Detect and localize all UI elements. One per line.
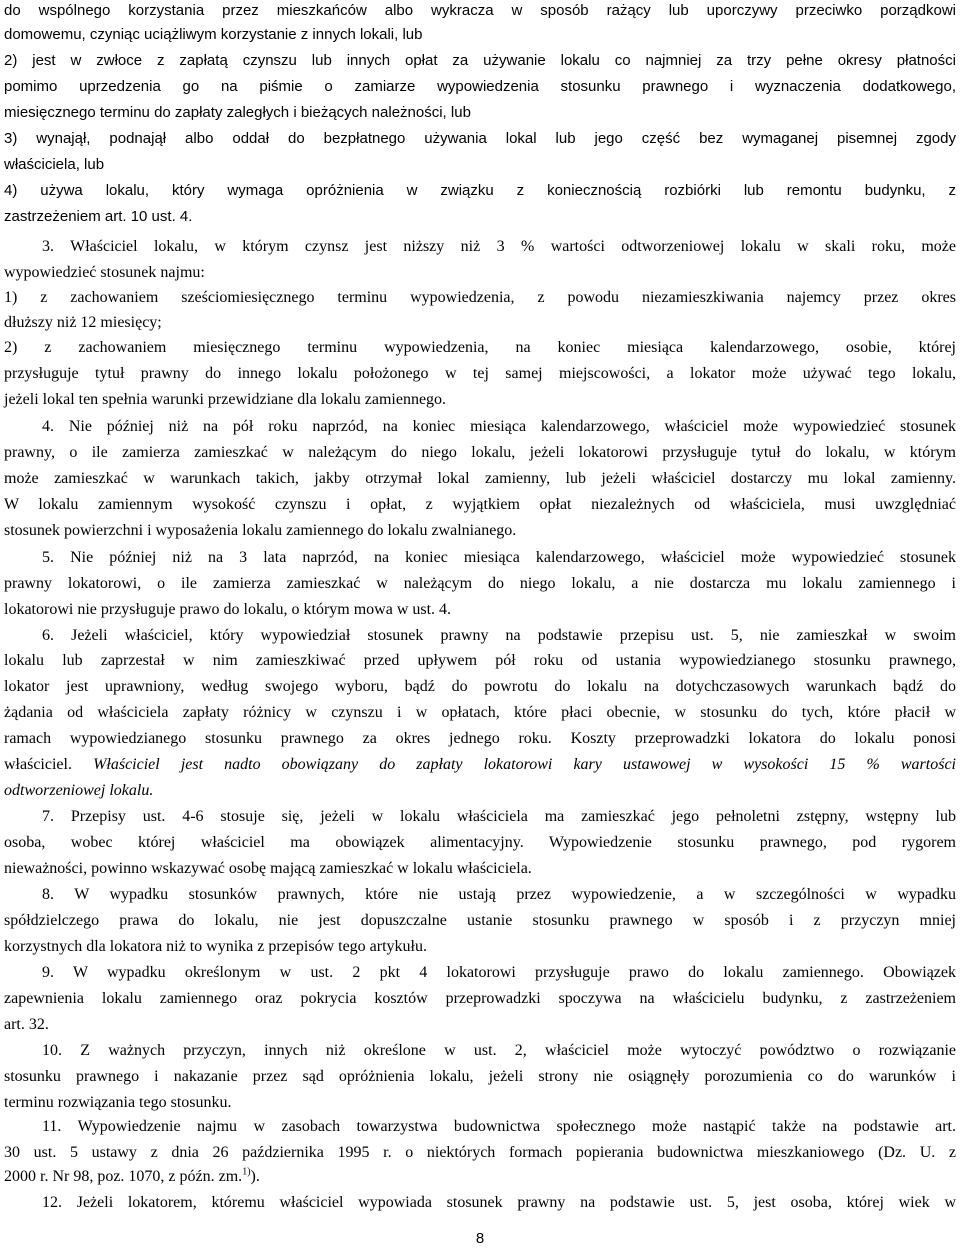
text-line bbox=[4, 1166, 260, 1188]
line-text: 3. Właściciel lokalu, w którym czynsz jest niższy niż 3 % wartości odtworzeniowej lokalu w skali roku, może bbox=[42, 238, 956, 255]
line-text: właściciel. bbox=[4, 756, 94, 773]
line-text: terminu rozwiązania tego stosunku. bbox=[4, 1094, 232, 1111]
line-text: 10. Z ważnych przyczyn, innych niż określone w ust. 2, właściciel może wytoczyć powództwo o rozwiązanie bbox=[42, 1042, 956, 1059]
text-line bbox=[42, 1116, 956, 1138]
line-text: stosunku prawnego i nakazanie przez sąd opróżnienia lokalu, jeżeli strony nie osiągnęły porozumienia co do warunków i bbox=[4, 1068, 956, 1085]
text-line bbox=[4, 754, 956, 776]
line-text: 2000 r. Nr 98, poz. 1070, z późn. zm. bbox=[4, 1168, 243, 1185]
text-line bbox=[4, 1066, 956, 1088]
line-text: 30 ust. 5 ustawy z dnia 26 października 1995 r. o niektórych formach popierania budownictwa mieszkaniowego (Dz. U. z bbox=[4, 1144, 956, 1161]
text-line bbox=[42, 962, 956, 984]
text-line bbox=[4, 50, 956, 72]
line-text: nieważności, powinno wskazywać osobę mającą zamieszkać w lokalu właściciela. bbox=[4, 860, 532, 877]
text-line bbox=[42, 884, 956, 906]
text-line bbox=[4, 389, 446, 411]
text-line bbox=[4, 910, 956, 932]
text-line bbox=[4, 858, 532, 880]
line-text: prawny, o ile zamierza zamieszkać w należącym do niego lokalu, jeżeli lokatorowi przysługuje tytuł do lokalu, w którym bbox=[4, 444, 956, 461]
text-line bbox=[4, 780, 153, 802]
line-text: ramach wypowiedzianego stosunku prawnego za okres jednego roku. Koszty przeprowadzki lokatora do lokalu ponosi bbox=[4, 730, 956, 747]
text-line bbox=[4, 1142, 956, 1164]
line-text: 6. Jeżeli właściciel, który wypowiedział stosunek prawny na podstawie przepisu ust. 5, nie zamieszkał w swoim bbox=[42, 627, 956, 644]
line-text: 8. W wypadku stosunków prawnych, które nie ustają przez wypowiedzenie, a w szczególności w wypadku bbox=[42, 886, 956, 903]
line-text: żądania od właściciela zapłaty różnicy w czynszu i w opłatach, które płaci obecnie, w stosunku do tych, które płacił w bbox=[4, 704, 956, 721]
line-text: dłuższy niż 12 miesięcy; bbox=[4, 314, 162, 331]
line-text: zapewnienia lokalu zamiennego oraz pokrycia kosztów przeprowadzki spoczywa na właścicielu budynku, z zastrzeżeniem bbox=[4, 990, 956, 1007]
text-line bbox=[4, 24, 423, 46]
line-text: 7. Przepisy ust. 4-6 stosuje się, jeżeli w lokalu właściciela ma zamieszkać jego pełnoletni zstępny, wstępny lub bbox=[42, 808, 956, 825]
text-line bbox=[4, 128, 956, 150]
line-text: może zamieszkać w warunkach takich, jakby otrzymał lokal zamienny, lub jeżeli właściciel dostarczy mu lokal zamienny. bbox=[4, 470, 956, 487]
text-line bbox=[4, 0, 956, 22]
text-line bbox=[42, 806, 956, 828]
line-text: jeżeli lokal ten spełnia warunki przewidziane dla lokalu zamiennego. bbox=[4, 391, 447, 408]
line-text: domowemu, czyniąc uciążliwym korzystanie z innych lokali, lub bbox=[4, 26, 423, 43]
text-line bbox=[4, 832, 956, 854]
line-text: pomimo uprzedzenia go na piśmie o zamiarze wypowiedzenia stosunku prawnego i wyznaczenia dodatkowego, bbox=[4, 78, 956, 95]
text-line bbox=[4, 728, 956, 750]
line-text: zastrzeżeniem art. 10 ust. 4. bbox=[4, 208, 193, 225]
line-italic-text: odtworzeniowej lokalu. bbox=[4, 782, 154, 799]
line-tail-text: ). bbox=[250, 1168, 260, 1185]
line-text: 9. W wypadku określonym w ust. 2 pkt 4 lokatorowi przysługuje prawo do lokalu zamiennego. Obowiązek bbox=[42, 964, 956, 981]
line-text: 1) z zachowaniem sześciomiesięcznego terminu wypowiedzenia, z powodu niezamieszkiwania najemcy przez okres bbox=[4, 289, 956, 306]
text-line bbox=[42, 1192, 956, 1214]
line-text: stosunek powierzchni i wyposażenia lokalu zamiennego do lokalu zwalnianego. bbox=[4, 522, 517, 539]
text-line bbox=[4, 206, 192, 228]
text-line bbox=[4, 363, 956, 385]
line-text: 2) z zachowaniem miesięcznego terminu wypowiedzenia, na koniec miesiąca kalendarzowego, osobie, której bbox=[4, 339, 956, 356]
line-text: miesięcznego terminu do zapłaty zaległych i bieżących należności, lub bbox=[4, 104, 471, 121]
line-text: do wspólnego korzystania przez mieszkańców albo wykracza w sposób rażący lub uporczywy przeciwko porządkowi bbox=[4, 2, 956, 19]
text-line bbox=[4, 573, 956, 595]
line-text: przysługuje tytuł prawny do innego lokalu położonego w tej samej miejscowości, a lokator może używać tego lokalu, bbox=[4, 365, 956, 382]
text-line bbox=[4, 337, 956, 359]
line-text: 2) jest w zwłoce z zapłatą czynszu lub innych opłat za używanie lokalu co najmniej za trzy pełne okresy płatności bbox=[4, 52, 956, 69]
text-line bbox=[4, 102, 471, 124]
line-text: prawny lokatorowi, o ile zamierza zamieszkać w należącym do niego lokalu, a nie dostarcza mu lokalu zamiennego i bbox=[4, 575, 956, 592]
text-line bbox=[4, 599, 451, 621]
line-text: W lokalu zamiennym wysokość czynszu i opłat, z wyjątkiem opłat niezależnych od właściciela, musi uwzględniać bbox=[4, 496, 956, 513]
text-line bbox=[4, 154, 104, 176]
line-text: korzystnych dla lokatora niż to wynika z przepisów tego artykułu. bbox=[4, 938, 427, 955]
line-text: osoba, wobec której właściciel ma obowiązek alimentacyjny. Wypowiedzenie stosunku prawnego, pod rygorem bbox=[4, 834, 956, 851]
footnote-ref: 1) bbox=[242, 1166, 251, 1178]
text-line bbox=[4, 262, 205, 284]
line-text: 3) wynajął, podnajął albo oddał do bezpłatnego używania lokal lub jego część bez wymaganej pisemnej zgody bbox=[4, 130, 956, 147]
text-line bbox=[4, 1092, 232, 1114]
line-text: 11. Wypowiedzenie najmu w zasobach towarzystwa budownictwa społecznego może nastąpić także na podstawie art. bbox=[42, 1118, 956, 1135]
line-text: lokator jest uprawniony, według swojego wyboru, bądź do powrotu do lokalu na dotychczasowych warunkach bądź do bbox=[4, 678, 956, 695]
line-text: 4) używa lokalu, który wymaga opróżnienia w związku z koniecznością rozbiórki lub remontu budynku, z bbox=[4, 182, 956, 199]
text-line bbox=[4, 494, 956, 516]
text-line bbox=[4, 468, 956, 490]
text-line bbox=[4, 76, 956, 98]
text-line bbox=[4, 676, 956, 698]
text-line bbox=[42, 625, 956, 647]
line-italic-text: Właściciel jest nadto obowiązany do zapłaty lokatorowi kary ustawowej w wysokości 15 % wartości bbox=[93, 756, 957, 773]
text-line bbox=[4, 988, 956, 1010]
text-line bbox=[4, 287, 956, 309]
text-line bbox=[4, 180, 956, 202]
line-text: wypowiedzieć stosunek najmu: bbox=[4, 264, 205, 281]
line-text: art. 32. bbox=[4, 1016, 49, 1033]
text-line bbox=[42, 416, 956, 438]
line-text: lokatorowi nie przysługuje prawo do lokalu, o którym mowa w ust. 4. bbox=[4, 601, 452, 618]
line-text: właściciela, lub bbox=[4, 156, 105, 173]
page-number: 8 bbox=[475, 1230, 485, 1247]
line-text: spółdzielczego prawa do lokalu, nie jest dopuszczalne ustanie stosunku prawnego w sposób i z przyczyn mniej bbox=[4, 912, 956, 929]
text-line bbox=[42, 236, 956, 258]
text-line bbox=[4, 520, 516, 542]
text-line bbox=[4, 650, 956, 672]
text-line bbox=[4, 936, 427, 958]
text-line bbox=[4, 702, 956, 724]
text-line bbox=[42, 1040, 956, 1062]
line-text: 5. Nie później niż na 3 lata naprzód, na koniec miesiąca kalendarzowego, właściciel może wypowiedzieć stosunek bbox=[42, 549, 956, 566]
text-line bbox=[4, 442, 956, 464]
text-line bbox=[4, 1014, 49, 1036]
line-text: 4. Nie później niż na pół roku naprzód, na koniec miesiąca kalendarzowego, właściciel może wypowiedzieć stosunek bbox=[42, 418, 956, 435]
text-line bbox=[42, 547, 956, 569]
line-text: 12. Jeżeli lokatorem, któremu właściciel wypowiada stosunek prawny na podstawie ust. 5, jest osoba, której wiek w bbox=[42, 1194, 956, 1211]
text-line bbox=[4, 312, 162, 334]
line-text: lokalu lub zaprzestał w nim zamieszkiwać przed upływem pół roku od ustania wypowiedzianego stosunku prawnego, bbox=[4, 652, 956, 669]
